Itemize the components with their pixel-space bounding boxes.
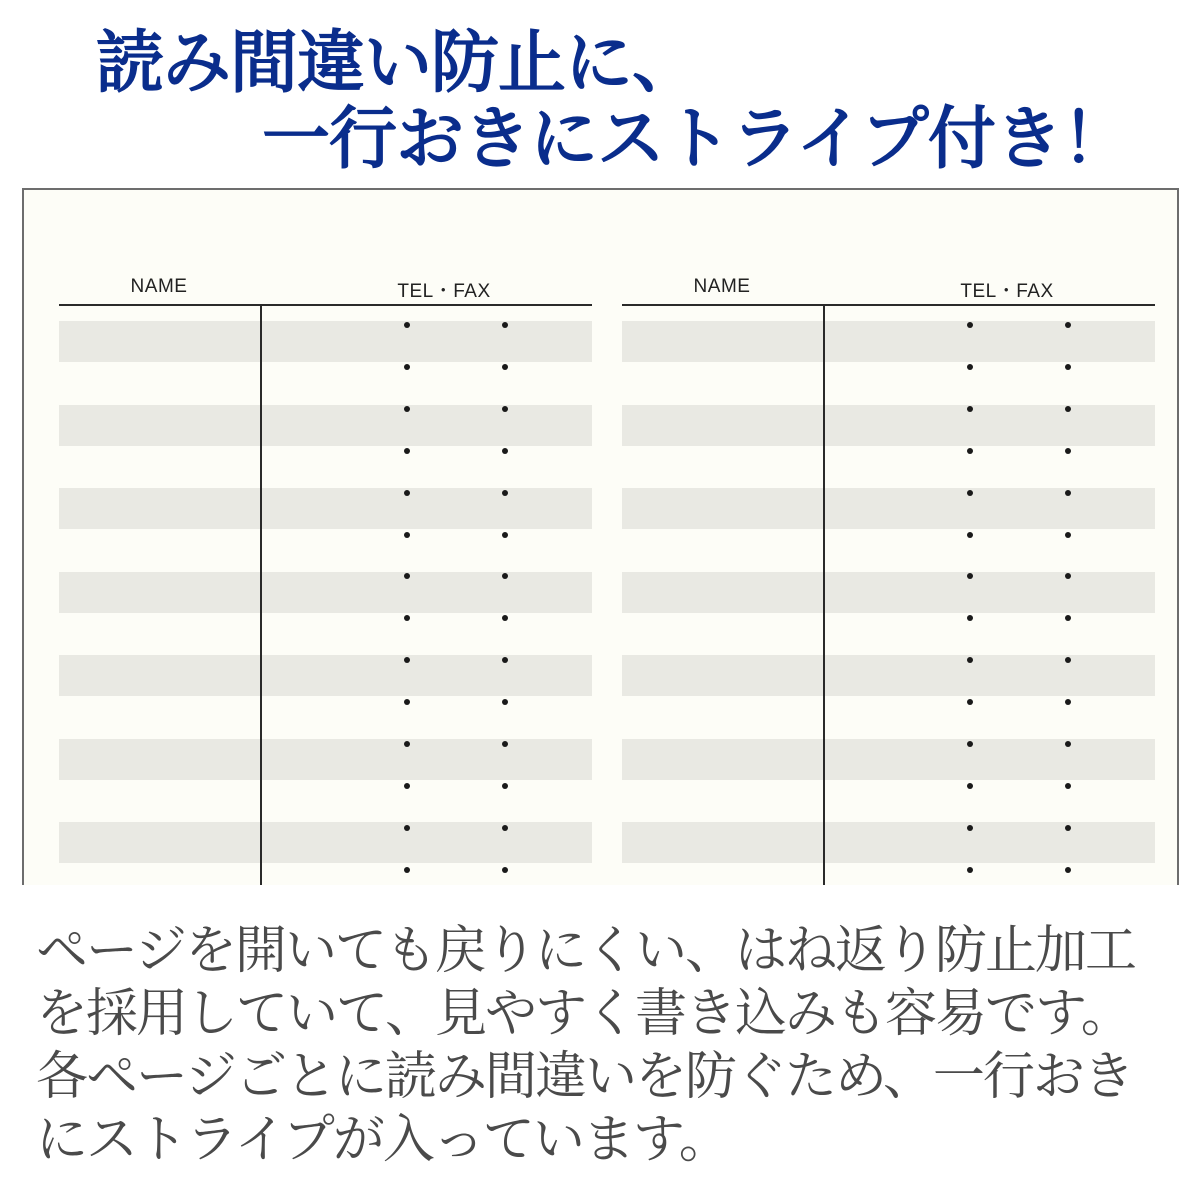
separator-dot <box>1065 741 1071 747</box>
separator-dot <box>1065 867 1071 873</box>
separator-dot <box>1065 699 1071 705</box>
address-panel-left <box>59 190 592 885</box>
separator-dot <box>502 364 508 370</box>
separator-dot <box>1065 490 1071 496</box>
separator-dot <box>1065 406 1071 412</box>
separator-dot <box>502 741 508 747</box>
separator-dot <box>404 448 410 454</box>
name-column-header: NAME <box>130 276 188 297</box>
separator-dot <box>1065 615 1071 621</box>
separator-dot <box>1065 448 1071 454</box>
separator-dot <box>404 741 410 747</box>
separator-dot <box>502 783 508 789</box>
stripe-row <box>622 405 1155 446</box>
separator-dot <box>502 532 508 538</box>
tel-fax-column-header: TEL・FAX <box>960 281 1054 302</box>
separator-dot <box>404 699 410 705</box>
separator-dot <box>1065 532 1071 538</box>
column-divider <box>823 305 825 885</box>
separator-dot <box>967 532 973 538</box>
stripe-row <box>59 321 592 362</box>
separator-dot <box>404 783 410 789</box>
separator-dot <box>502 825 508 831</box>
address-book-page <box>22 188 1179 885</box>
stripe-row <box>59 822 592 863</box>
stripe-row <box>59 655 592 696</box>
separator-dot <box>967 322 973 328</box>
tel-fax-column-header: TEL・FAX <box>397 281 491 302</box>
column-divider <box>260 305 262 885</box>
headline-line-2: 一行おきにストライプ付き！ <box>262 100 1129 179</box>
separator-dot <box>967 825 973 831</box>
stripe-row <box>59 572 592 613</box>
name-column-header: NAME <box>693 276 751 297</box>
header-rule <box>622 304 1155 306</box>
separator-dot <box>502 448 508 454</box>
separator-dot <box>967 699 973 705</box>
stripe-row <box>622 822 1155 863</box>
address-panel-right <box>622 190 1155 885</box>
separator-dot <box>404 615 410 621</box>
headline-line-1: 読み間違い防止に、 <box>96 24 700 103</box>
description-line: にストライプが入っています。 <box>36 1110 729 1170</box>
separator-dot <box>404 867 410 873</box>
separator-dot <box>502 406 508 412</box>
description-line: 各ページごとに読み間違いを防ぐため、一行おき <box>36 1047 1133 1107</box>
stripe-row <box>622 739 1155 780</box>
separator-dot <box>1065 322 1071 328</box>
separator-dot <box>404 406 410 412</box>
separator-dot <box>967 783 973 789</box>
stripe-row <box>622 321 1155 362</box>
separator-dot <box>1065 364 1071 370</box>
separator-dot <box>967 490 973 496</box>
stripe-row <box>59 488 592 529</box>
separator-dot <box>967 615 973 621</box>
separator-dot <box>404 364 410 370</box>
description-line: ページを開いても戻りにくい、はね返り防止加工 <box>36 921 1135 981</box>
separator-dot <box>404 825 410 831</box>
separator-dot <box>967 406 973 412</box>
separator-dot <box>967 867 973 873</box>
separator-dot <box>1065 825 1071 831</box>
stripe-row <box>59 405 592 446</box>
description-line: を採用していて、見やすく書き込みも容易です。 <box>36 984 1131 1044</box>
separator-dot <box>502 867 508 873</box>
separator-dot <box>502 615 508 621</box>
stripe-row <box>59 739 592 780</box>
separator-dot <box>502 490 508 496</box>
header-rule <box>59 304 592 306</box>
separator-dot <box>967 364 973 370</box>
separator-dot <box>404 322 410 328</box>
stripe-row <box>622 572 1155 613</box>
separator-dot <box>502 322 508 328</box>
separator-dot <box>1065 783 1071 789</box>
description-text <box>36 920 1186 1172</box>
separator-dot <box>404 532 410 538</box>
stripe-row <box>622 655 1155 696</box>
separator-dot <box>967 448 973 454</box>
separator-dot <box>967 741 973 747</box>
separator-dot <box>502 699 508 705</box>
separator-dot <box>404 490 410 496</box>
stripe-row <box>622 488 1155 529</box>
